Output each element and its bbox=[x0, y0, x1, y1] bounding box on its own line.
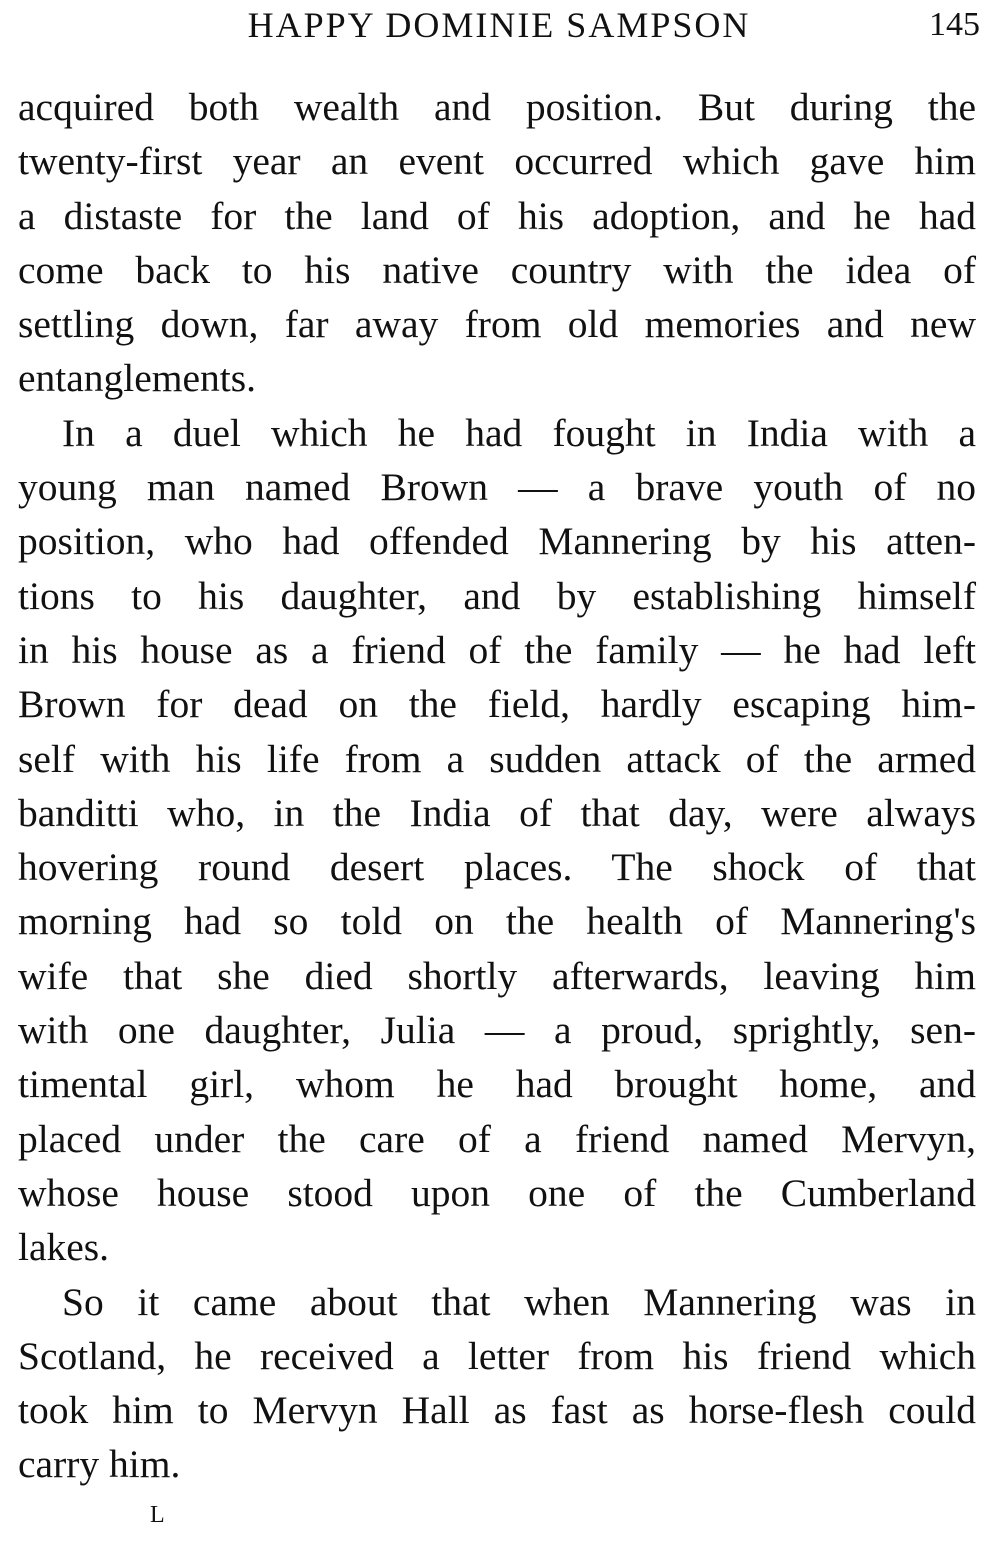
paragraph-3 bbox=[18, 1275, 976, 1492]
text-line: come back to his native country with the idea of bbox=[18, 247, 976, 292]
text-line: So it came about that when Mannering was in bbox=[62, 1279, 976, 1324]
text-line: banditti who, in the India of that day, were always bbox=[18, 790, 976, 835]
text-line: placed under the care of a friend named Mervyn, bbox=[18, 1116, 976, 1161]
text-line: position, who had offended Mannering by his atten- bbox=[18, 519, 976, 564]
text-line: hovering round desert places. The shock of that bbox=[18, 845, 976, 890]
text-line: Brown for dead on the field, hardly escaping him- bbox=[18, 682, 976, 727]
text-line: with one daughter, Julia — a proud, sprightly, sen- bbox=[18, 1008, 976, 1053]
text-line: settling down, far away from old memories and new bbox=[18, 302, 976, 347]
text-line: lakes. bbox=[18, 1225, 110, 1270]
text-line: young man named Brown — a brave youth of no bbox=[18, 465, 976, 510]
text-line: entanglements. bbox=[18, 356, 257, 401]
text-line: timental girl, whom he had brought home, and bbox=[18, 1062, 976, 1107]
text-line: twenty-first year an event occurred which gave him bbox=[18, 139, 976, 184]
page-number: 145 bbox=[929, 6, 980, 43]
text-line: self with his life from a sudden attack of the armed bbox=[18, 736, 976, 781]
text-line: a distaste for the land of his adoption, and he had bbox=[18, 193, 976, 238]
text-line: acquired both wealth and position. But during the bbox=[18, 85, 976, 129]
text-line: tions to his daughter, and by establishing himself bbox=[18, 573, 976, 618]
text-line: Scotland, he received a letter from his friend which bbox=[18, 1333, 976, 1378]
body-text bbox=[18, 80, 976, 1492]
paragraph-1 bbox=[18, 80, 976, 406]
paragraph-2 bbox=[18, 406, 976, 1275]
text-line: in his house as a friend of the family — he had left bbox=[18, 627, 976, 672]
text-line: took him to Mervyn Hall as fast as horse-flesh could bbox=[18, 1388, 976, 1433]
text-line: wife that she died shortly afterwards, leaving him bbox=[18, 953, 976, 998]
text-line: morning had so told on the health of Mannering's bbox=[18, 899, 976, 944]
signature-mark: L bbox=[150, 1502, 165, 1528]
text-line: In a duel which he had fought in India with a bbox=[62, 410, 976, 455]
running-title: HAPPY DOMINIE SAMPSON bbox=[247, 5, 751, 45]
page-header bbox=[18, 2, 980, 48]
text-line: whose house stood upon one of the Cumberland bbox=[18, 1170, 976, 1215]
text-line: carry him. bbox=[18, 1442, 181, 1487]
